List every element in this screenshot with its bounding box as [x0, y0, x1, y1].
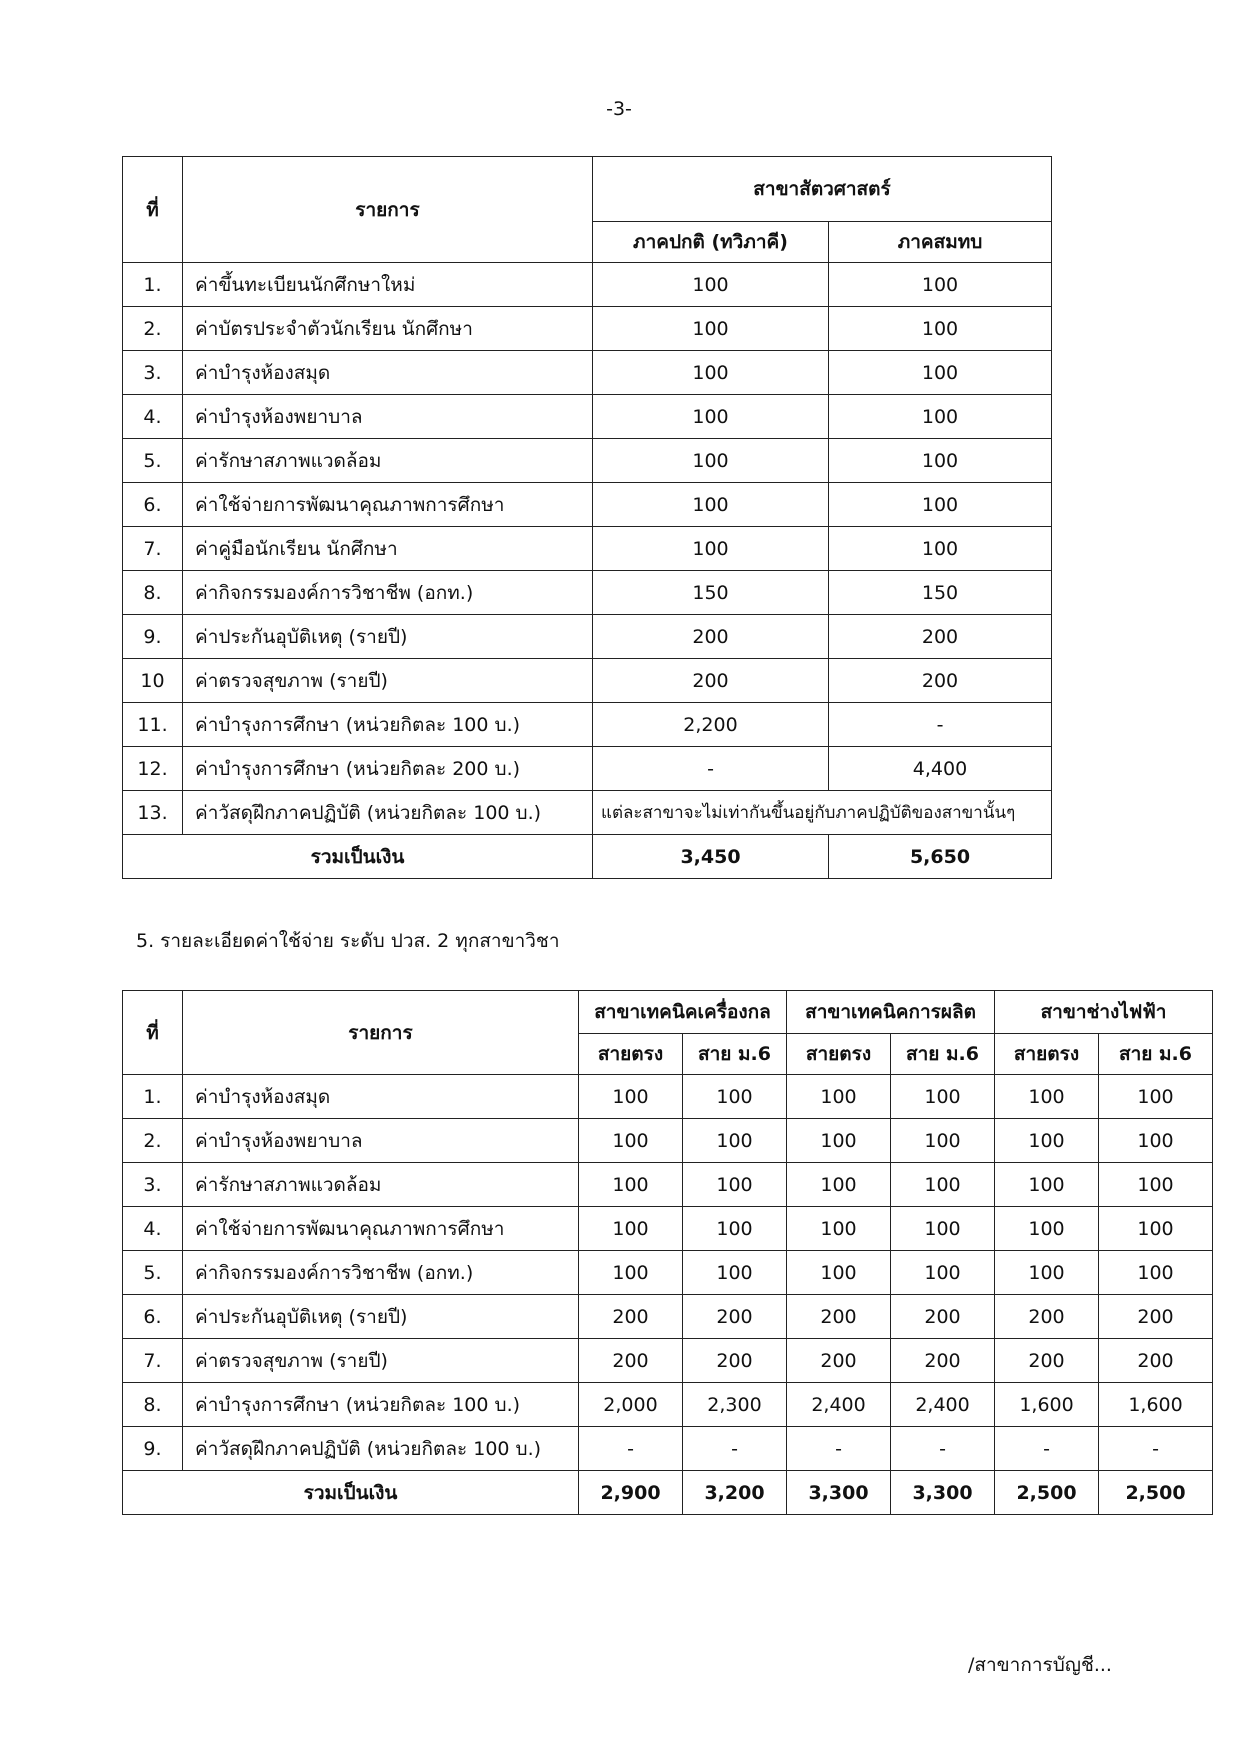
total-value: 3,450: [593, 835, 829, 879]
row-value: 200: [593, 615, 829, 659]
table-row: [123, 1207, 1213, 1251]
row-number: 4.: [123, 1207, 183, 1251]
row-number: 8.: [123, 571, 183, 615]
row-value: -: [891, 1427, 995, 1471]
row-number: 2.: [123, 307, 183, 351]
group-header: สาขาเทคนิคการผลิต: [787, 991, 995, 1034]
row-number: 6.: [123, 483, 183, 527]
row-value: 2,300: [683, 1383, 787, 1427]
row-value: 100: [829, 307, 1052, 351]
row-value: 200: [829, 615, 1052, 659]
row-value: 100: [829, 351, 1052, 395]
sub-header: สาย ม.6: [1099, 1034, 1213, 1075]
row-number: 7.: [123, 1339, 183, 1383]
row-number: 6.: [123, 1295, 183, 1339]
row-item: ค่าขึ้นทะเบียนนักศึกษาใหม่: [183, 263, 593, 307]
row-number: 8.: [123, 1383, 183, 1427]
row-value: 100: [593, 351, 829, 395]
fee-table-diploma-year2: [122, 990, 1213, 1515]
row-value: 100: [787, 1119, 891, 1163]
table-row: [123, 1075, 1213, 1119]
row-value: -: [593, 747, 829, 791]
page-number: -3-: [606, 98, 632, 120]
total-value: 3,200: [683, 1471, 787, 1515]
total-value: 3,300: [891, 1471, 995, 1515]
row-value: 100: [1099, 1163, 1213, 1207]
row-value: 100: [995, 1119, 1099, 1163]
row-item: ค่าบำรุงห้องสมุด: [183, 351, 593, 395]
footer-continuation-note: /สาขาการบัญชี...: [968, 1654, 1112, 1676]
group-header: สาขาสัตวศาสตร์: [593, 157, 1052, 222]
table-row: [123, 527, 1052, 571]
row-note: แต่ละสาขาจะไม่เท่ากันขึ้นอยู่กับภาคปฏิบัติของสาขานั้นๆ: [593, 791, 1052, 835]
row-value: -: [829, 703, 1052, 747]
table-row: [123, 263, 1052, 307]
row-value: 100: [891, 1163, 995, 1207]
row-number: 2.: [123, 1119, 183, 1163]
row-value: 100: [1099, 1075, 1213, 1119]
row-number: 11.: [123, 703, 183, 747]
row-value: 100: [683, 1163, 787, 1207]
row-item: ค่ากิจกรรมองค์การวิชาชีพ (อกท.): [183, 571, 593, 615]
total-label: รวมเป็นเงิน: [123, 1471, 579, 1515]
total-row: [123, 835, 1052, 879]
row-value: 100: [683, 1119, 787, 1163]
row-value: 100: [579, 1207, 683, 1251]
table-row: [123, 1251, 1213, 1295]
row-value: 100: [995, 1163, 1099, 1207]
row-value: -: [995, 1427, 1099, 1471]
row-item: ค่าบำรุงห้องสมุด: [183, 1075, 579, 1119]
row-value: 100: [593, 439, 829, 483]
row-number: 12.: [123, 747, 183, 791]
row-item: ค่ารักษาสภาพแวดล้อม: [183, 439, 593, 483]
row-value: 200: [579, 1295, 683, 1339]
row-value: 2,000: [579, 1383, 683, 1427]
row-value: 100: [593, 527, 829, 571]
row-value: 200: [683, 1339, 787, 1383]
row-value: 200: [1099, 1295, 1213, 1339]
fee-table-animal-science: [122, 156, 1052, 879]
row-value: 100: [829, 483, 1052, 527]
row-number: 9.: [123, 1427, 183, 1471]
row-value: 200: [995, 1295, 1099, 1339]
table-row: [123, 1295, 1213, 1339]
row-value: -: [1099, 1427, 1213, 1471]
row-value: 100: [995, 1207, 1099, 1251]
row-item: ค่าบำรุงการศึกษา (หน่วยกิตละ 100 บ.): [183, 703, 593, 747]
row-value: -: [579, 1427, 683, 1471]
row-item: ค่ากิจกรรมองค์การวิชาชีพ (อกท.): [183, 1251, 579, 1295]
sub-header: ภาคปกติ (ทวิภาคี): [593, 222, 829, 263]
total-value: 5,650: [829, 835, 1052, 879]
row-number: 5.: [123, 439, 183, 483]
row-value: 100: [579, 1075, 683, 1119]
row-value: 100: [787, 1207, 891, 1251]
row-value: 100: [1099, 1251, 1213, 1295]
row-value: 100: [593, 483, 829, 527]
row-value: 100: [995, 1075, 1099, 1119]
table-row: [123, 1427, 1213, 1471]
table-row: [123, 615, 1052, 659]
row-value: 100: [1099, 1207, 1213, 1251]
row-value: 100: [891, 1119, 995, 1163]
row-value: 200: [593, 659, 829, 703]
row-value: -: [683, 1427, 787, 1471]
row-item: ค่าตรวจสุขภาพ (รายปี): [183, 1339, 579, 1383]
row-item: ค่าใช้จ่ายการพัฒนาคุณภาพการศึกษา: [183, 1207, 579, 1251]
total-value: 2,500: [1099, 1471, 1213, 1515]
row-value: 100: [787, 1251, 891, 1295]
row-item: ค่าวัสดุฝึกภาคปฏิบัติ (หน่วยกิตละ 100 บ.): [183, 791, 593, 835]
row-value: 2,400: [787, 1383, 891, 1427]
total-label: รวมเป็นเงิน: [123, 835, 593, 879]
row-number: 3.: [123, 351, 183, 395]
row-value: 200: [995, 1339, 1099, 1383]
col-item-header: รายการ: [183, 157, 593, 263]
table-row: [123, 1383, 1213, 1427]
table-row: [123, 1339, 1213, 1383]
row-item: ค่าวัสดุฝึกภาคปฏิบัติ (หน่วยกิตละ 100 บ.): [183, 1427, 579, 1471]
sub-header: สายตรง: [787, 1034, 891, 1075]
row-value: 150: [829, 571, 1052, 615]
row-value: 1,600: [1099, 1383, 1213, 1427]
row-value: 100: [593, 395, 829, 439]
col-no-header: ที่: [123, 991, 183, 1075]
table-row: [123, 483, 1052, 527]
total-value: 2,900: [579, 1471, 683, 1515]
row-number: 1.: [123, 263, 183, 307]
row-number: 7.: [123, 527, 183, 571]
table-row: [123, 659, 1052, 703]
total-row: [123, 1471, 1213, 1515]
row-value: 100: [829, 395, 1052, 439]
row-value: 200: [787, 1295, 891, 1339]
sub-header: สายตรง: [579, 1034, 683, 1075]
row-value: 100: [579, 1119, 683, 1163]
row-value: 200: [829, 659, 1052, 703]
row-item: ค่าตรวจสุขภาพ (รายปี): [183, 659, 593, 703]
row-value: 100: [683, 1075, 787, 1119]
row-item: ค่าคู่มือนักเรียน นักศึกษา: [183, 527, 593, 571]
total-value: 2,500: [995, 1471, 1099, 1515]
row-value: 100: [593, 263, 829, 307]
table-row: [123, 1163, 1213, 1207]
row-value: 200: [579, 1339, 683, 1383]
row-item: ค่าประกันอุบัติเหตุ (รายปี): [183, 1295, 579, 1339]
row-value: 200: [1099, 1339, 1213, 1383]
row-number: 4.: [123, 395, 183, 439]
table-row: [123, 791, 1052, 835]
row-item: ค่าใช้จ่ายการพัฒนาคุณภาพการศึกษา: [183, 483, 593, 527]
row-value: 100: [891, 1251, 995, 1295]
row-value: 100: [593, 307, 829, 351]
row-value: 100: [829, 527, 1052, 571]
row-value: 200: [683, 1295, 787, 1339]
row-item: ค่าบัตรประจำตัวนักเรียน นักศึกษา: [183, 307, 593, 351]
row-number: 9.: [123, 615, 183, 659]
row-value: 100: [787, 1163, 891, 1207]
row-number: 3.: [123, 1163, 183, 1207]
row-item: ค่ารักษาสภาพแวดล้อม: [183, 1163, 579, 1207]
col-no-header: ที่: [123, 157, 183, 263]
row-value: 100: [787, 1075, 891, 1119]
row-value: 2,400: [891, 1383, 995, 1427]
row-value: 4,400: [829, 747, 1052, 791]
table-row: [123, 747, 1052, 791]
row-value: 100: [579, 1163, 683, 1207]
sub-header: สาย ม.6: [891, 1034, 995, 1075]
col-item-header: รายการ: [183, 991, 579, 1075]
table-row: [123, 1119, 1213, 1163]
table-row: [123, 307, 1052, 351]
row-value: 150: [593, 571, 829, 615]
table-row: [123, 703, 1052, 747]
row-item: ค่าบำรุงห้องพยาบาล: [183, 1119, 579, 1163]
section-heading: 5. รายละเอียดค่าใช้จ่าย ระดับ ปวส. 2 ทุกสาขาวิชา: [136, 930, 560, 952]
table-row: [123, 395, 1052, 439]
sub-header: สาย ม.6: [683, 1034, 787, 1075]
row-number: 5.: [123, 1251, 183, 1295]
row-value: 100: [683, 1207, 787, 1251]
row-value: -: [787, 1427, 891, 1471]
row-number: 13.: [123, 791, 183, 835]
row-value: 200: [787, 1339, 891, 1383]
table-row: [123, 351, 1052, 395]
sub-header: สายตรง: [995, 1034, 1099, 1075]
row-value: 100: [1099, 1119, 1213, 1163]
row-value: 100: [995, 1251, 1099, 1295]
row-value: 200: [891, 1295, 995, 1339]
total-value: 3,300: [787, 1471, 891, 1515]
row-value: 200: [891, 1339, 995, 1383]
row-item: ค่าบำรุงห้องพยาบาล: [183, 395, 593, 439]
row-value: 100: [683, 1251, 787, 1295]
sub-header: ภาคสมทบ: [829, 222, 1052, 263]
table-row: [123, 439, 1052, 483]
row-item: ค่าบำรุงการศึกษา (หน่วยกิตละ 200 บ.): [183, 747, 593, 791]
row-value: 1,600: [995, 1383, 1099, 1427]
row-number: 10: [123, 659, 183, 703]
row-item: ค่าประกันอุบัติเหตุ (รายปี): [183, 615, 593, 659]
row-value: 2,200: [593, 703, 829, 747]
row-value: 100: [891, 1075, 995, 1119]
row-value: 100: [891, 1207, 995, 1251]
table-row: [123, 571, 1052, 615]
row-number: 1.: [123, 1075, 183, 1119]
row-value: 100: [829, 439, 1052, 483]
group-header: สาขาเทคนิคเครื่องกล: [579, 991, 787, 1034]
row-value: 100: [579, 1251, 683, 1295]
row-value: 100: [829, 263, 1052, 307]
row-item: ค่าบำรุงการศึกษา (หน่วยกิตละ 100 บ.): [183, 1383, 579, 1427]
group-header: สาขาช่างไฟฟ้า: [995, 991, 1213, 1034]
